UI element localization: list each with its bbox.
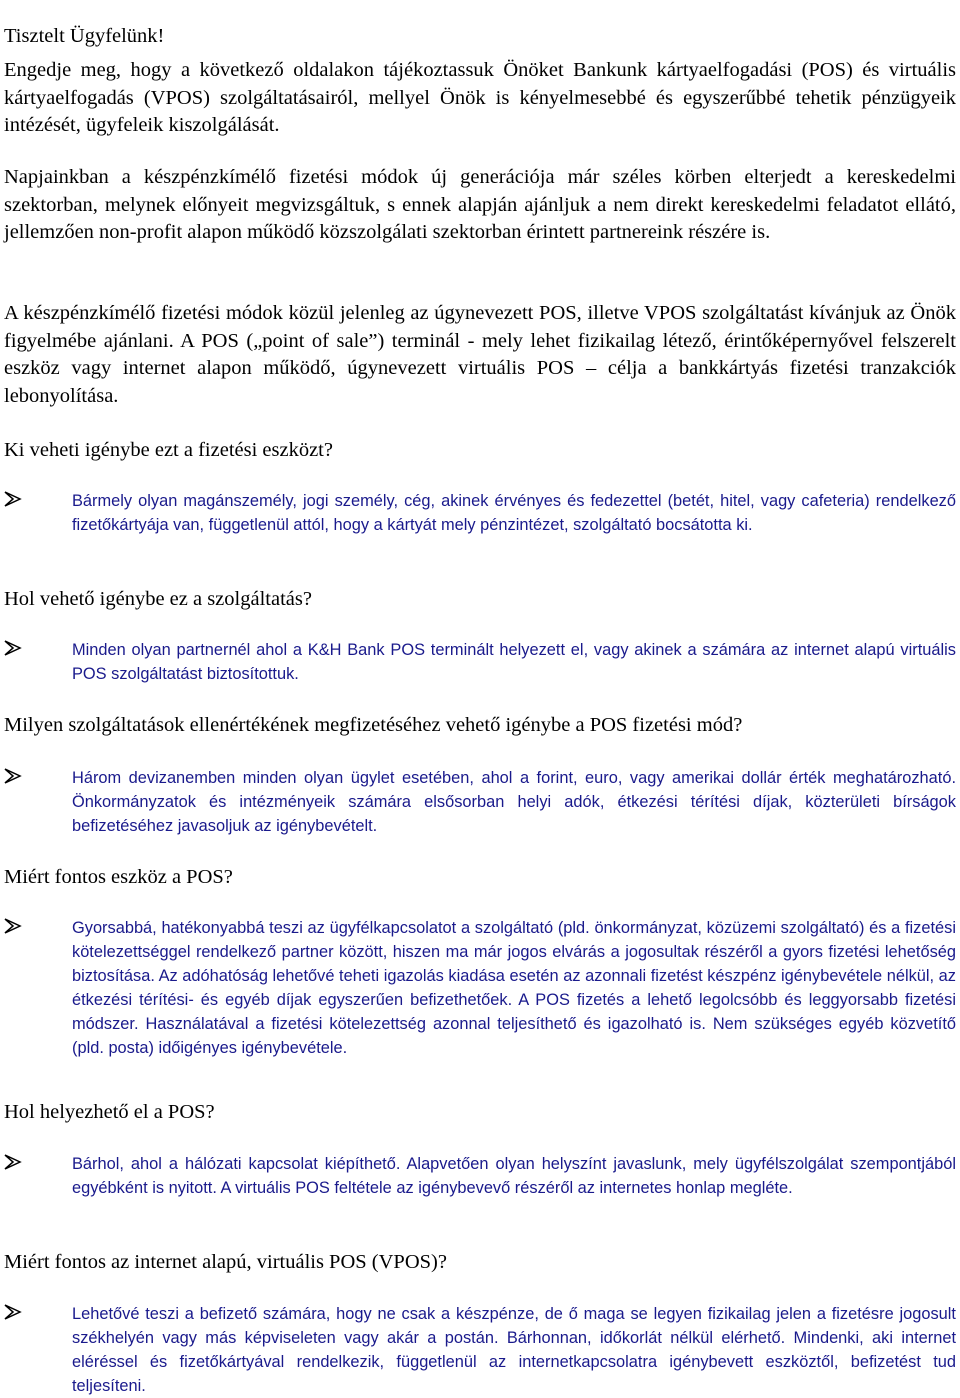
question-3: Milyen szolgáltatások ellenértékének megfizetéséhez vehető igénybe a POS fizetési mód?: [4, 714, 743, 736]
arrow-bullet-icon: [4, 1154, 22, 1170]
arrow-bullet-icon: [4, 640, 22, 656]
answer-6: [4, 1302, 956, 1398]
answer-3-text: Három devizanemben minden olyan ügylet esetében, ahol a forint, euro, vagy amerikai dollár érték meghatározható. Önkormányzatok és intézményeik számára elsősorban helyi adók, étkezési térítési díjak, közterületi bírságok befizetéséhez javasoljuk az igénybevételt.: [72, 769, 956, 835]
intro-paragraph: Engedje meg, hogy a következő oldalakon tájékoztassuk Önöket Bankunk kártyaelfogadási (POS) és virtuális kártyaelfogadás (VPOS) szolgáltatásairól, mellyel Önök is kényelmesebbé és egyszerűbbé tehetik pénzügyeik intézését, ügyfeleik kiszolgálását.: [4, 59, 956, 136]
question-1: Ki veheti igénybe ezt a fizetési eszközt?: [4, 439, 333, 461]
greeting: Tisztelt Ügyfelünk!: [4, 24, 165, 47]
question-4: Miért fontos eszköz a POS?: [4, 866, 233, 888]
arrow-bullet-icon: [4, 491, 22, 507]
question-5: Hol helyezhető el a POS?: [4, 1101, 215, 1123]
arrow-bullet-icon: [4, 918, 22, 934]
question-2: Hol vehető igénybe ez a szolgáltatás?: [4, 588, 312, 610]
answer-1-text: Bármely olyan magánszemély, jogi személy, cég, akinek érvényes és fedezettel (betét, hitel, vagy cafeteria) rendelkező fizetőkártyája van, függetlenül attól, hogy a kártyát mely pénzintézet, szolgáltató bocsátotta ki.: [72, 492, 956, 534]
answer-4: [4, 916, 956, 1060]
answer-3: [4, 766, 956, 838]
answer-2-text: Minden olyan partnernél ahol a K&H Bank POS terminált helyezett el, vagy akinek a számára az internet alapú virtuális POS szolgáltatást biztosítottuk.: [72, 641, 956, 683]
paragraph-3: A készpénzkímélő fizetési módok közül jelenleg az úgynevezett POS, illetve VPOS szolgáltatást kívánjuk az Önök figyelmébe ajánlani. A POS („point of sale”) terminál - mely lehet fizikailag létező, érintőképernyővel felszerelt eszköz vagy internet alapon működő, úgynevezett virtuális POS – célja a bankkártyás fizetési tranzakciók lebonyolítása.: [4, 302, 956, 407]
arrow-bullet-icon: [4, 1304, 22, 1320]
answer-5: [4, 1152, 956, 1200]
answer-4-text: Gyorsabbá, hatékonyabbá teszi az ügyfélkapcsolatot a szolgáltató (pld. önkormányzat, közüzemi szolgáltató) és a fizetési kötelezettséggel rendelkező partner között, hiszen ma már jogos elvárás a jogosultak részéről a gyors fizetési lehetőség biztosítása. Az adóhatóság lehetővé teheti igazolás kiadása esetén az azonnali fizetést készpénz igénybevétele nélkül, az étkezési térítési- és egyéb díjak egyszerűen befizethetőek. A POS fizetés a lehető legolcsóbb és leggyorsabb fizetési módszer. Használatával a fizetési kötelezettség azonnal teljesíthető és igazolható is. Nem szükséges egyéb közvetítő (pld. posta) időigényes igénybevétele.: [72, 919, 956, 1057]
answer-2: [4, 638, 956, 686]
answer-6-text: Lehetővé teszi a befizető számára, hogy ne csak a készpénze, de ő maga se legyen fizikailag jelen a fizetésre jogosult székhelyén vagy más képviseleten vagy akár a postán. Bárhonnan, időkorlát nélkül elérhető. Mindenki, aki internet eléréssel és fizetőkártyával rendelkezik, függetlenül az internetkapcsolatra igénybevett eszköztől, befizetést tud teljesíteni.: [72, 1305, 956, 1395]
question-6: Miért fontos az internet alapú, virtuális POS (VPOS)?: [4, 1251, 447, 1273]
answer-5-text: Bárhol, ahol a hálózati kapcsolat kiépíthető. Alapvetően olyan helyszínt javaslunk, mely ügyfélszolgálat szempontjából egyébként is nyitott. A virtuális POS feltétele az igénybevevő részéről az internetes honlap megléte.: [72, 1155, 956, 1197]
arrow-bullet-icon: [4, 768, 22, 784]
answer-1: [4, 489, 956, 537]
paragraph-2: Napjainkban a készpénzkímélő fizetési módok új generációja már széles körben elterjedt a kereskedelmi szektorban, melynek előnyeit megvizsgáltuk, s ennek alapján ajánljuk a nem direkt kereskedelmi feladatot ellátó, jellemzően non-profit alapon működő közszolgálati szektorban érintett partnereink részére is.: [4, 166, 956, 243]
